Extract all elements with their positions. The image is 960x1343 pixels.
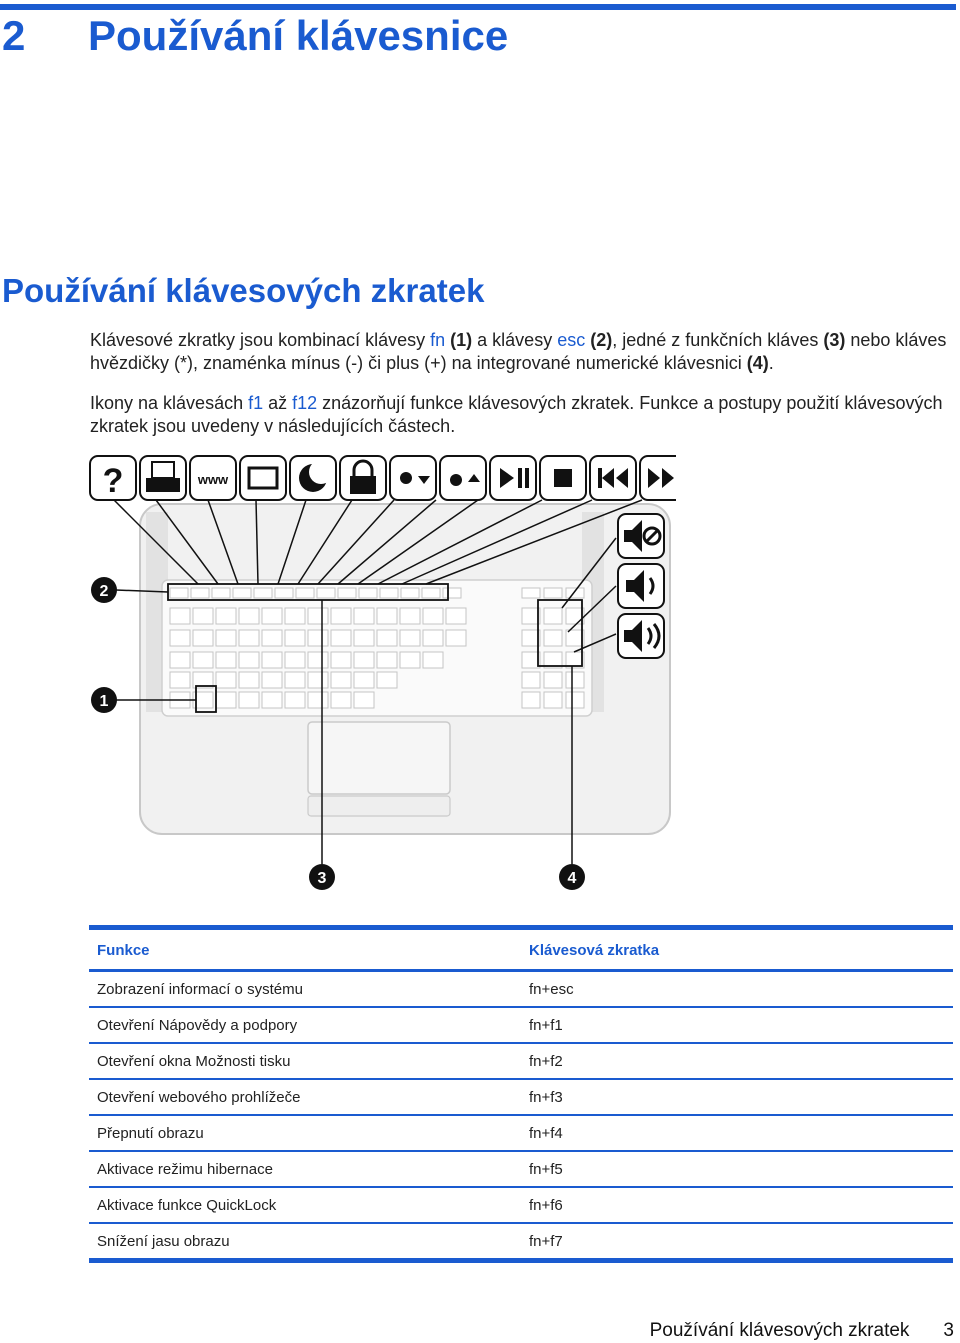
page-footer	[650, 1320, 954, 1342]
keyboard-key	[285, 630, 305, 646]
keyboard-key	[193, 652, 213, 668]
text-run: , jedné z funkčních kláves	[612, 330, 824, 350]
callout-ref-1: (1)	[445, 330, 473, 350]
chapter-title: Používání klávesnice	[88, 12, 509, 59]
keyboard-key	[193, 608, 213, 624]
shortcut-cell: fn+f7	[521, 1223, 953, 1261]
table-row	[89, 1007, 953, 1043]
keyboard-key	[239, 608, 259, 624]
keyboard-key	[216, 652, 236, 668]
shortcut-cell: fn+f4	[521, 1115, 953, 1151]
callout-1	[91, 687, 117, 713]
numpad-key	[544, 608, 562, 624]
text-run: až	[263, 393, 293, 413]
table-row	[89, 1043, 953, 1079]
shortcut-cell: fn+f1	[521, 1007, 953, 1043]
callout-ref-4: (4)	[746, 353, 769, 373]
numpad-key	[544, 672, 562, 688]
col-header-shortcut: Klávesová zkratka	[521, 928, 953, 971]
mute-icon	[618, 514, 664, 558]
text-run: Klávesové zkratky jsou kombinací klávesy	[90, 330, 431, 350]
text-run: nebo kláves hvězdičky (*), znaménka mínus (-) či plus (+) na integrované numerické klávesnici	[90, 330, 947, 373]
numpad-key	[544, 692, 562, 708]
keyboard-key	[331, 652, 351, 668]
keyboard-key	[212, 588, 230, 598]
svg-text:2: 2	[99, 583, 109, 600]
callout-2	[91, 577, 117, 603]
chapter-number: 2	[2, 12, 26, 59]
print-icon	[140, 456, 186, 500]
keyboard-key	[193, 630, 213, 646]
numpad-key	[522, 692, 540, 708]
function-cell: Otevření okna Možnosti tisku	[89, 1043, 521, 1079]
keyboard-key	[275, 588, 293, 598]
svg-text:3: 3	[317, 870, 327, 887]
keyboard-key	[170, 630, 190, 646]
keyboard-key	[262, 692, 282, 708]
hibernate-moon-icon	[290, 456, 336, 500]
keyboard-figure	[86, 452, 676, 900]
keyboard-key	[377, 672, 397, 688]
keyboard-key	[354, 652, 374, 668]
table-row	[89, 1079, 953, 1115]
function-cell: Otevření Nápovědy a podpory	[89, 1007, 521, 1043]
footer-section-title: Používání klávesových zkratek	[649, 1320, 910, 1341]
text-run: .	[768, 353, 774, 373]
keyboard-key	[422, 588, 440, 598]
keyboard-key	[331, 672, 351, 688]
keyboard-key	[216, 630, 236, 646]
volume-icons	[618, 514, 664, 658]
shortcut-cell: fn+f5	[521, 1151, 953, 1187]
table-header-row	[89, 928, 953, 971]
keyboard-key	[400, 652, 420, 668]
volume-up-icon	[618, 614, 664, 658]
keyboard-key	[423, 608, 443, 624]
help-icon	[90, 456, 136, 500]
keyboard-key	[446, 630, 466, 646]
keyboard-key	[254, 588, 272, 598]
f12-key-ref: f12	[292, 393, 318, 413]
f1-key-ref: f1	[248, 393, 264, 413]
shortcut-cell: fn+esc	[521, 971, 953, 1008]
callout-4	[559, 864, 585, 890]
function-cell: Otevření webového prohlížeče	[89, 1079, 521, 1115]
www-icon	[190, 456, 236, 500]
keyboard-key	[262, 652, 282, 668]
keyboard-key	[262, 630, 282, 646]
numpad-key	[566, 672, 584, 688]
shortcut-cell: fn+f6	[521, 1187, 953, 1223]
keyboard-key	[354, 630, 374, 646]
keyboard-key	[285, 692, 305, 708]
svg-text:4: 4	[567, 870, 577, 887]
keyboard-key	[443, 588, 461, 598]
play-pause-icon	[490, 456, 536, 500]
keyboard-key	[354, 672, 374, 688]
keyboard-key	[216, 672, 236, 688]
shortcut-cell: fn+f3	[521, 1079, 953, 1115]
keyboard-key	[285, 652, 305, 668]
keyboard-key	[331, 630, 351, 646]
stop-icon	[540, 456, 586, 500]
numpad-key	[522, 672, 540, 688]
numpad-key	[544, 630, 562, 646]
text-run: znázorňují funkce klávesových zkratek. Funkce a postupy použití klávesových zkratek jsou uvedeny v následujících částech.	[90, 393, 943, 436]
svg-text:?: ?	[102, 462, 124, 500]
keyboard-key	[308, 672, 328, 688]
keyboard-key	[331, 692, 351, 708]
keyboard-key	[308, 652, 328, 668]
keyboard-key	[338, 588, 356, 598]
function-cell: Aktivace režimu hibernace	[89, 1151, 521, 1187]
touchpad	[308, 722, 450, 794]
numpad-key	[566, 692, 584, 708]
keyboard-key	[216, 692, 236, 708]
function-cell: Přepnutí obrazu	[89, 1115, 521, 1151]
keyboard-key	[308, 692, 328, 708]
keyboard-key	[354, 608, 374, 624]
keyboard-key	[317, 588, 335, 598]
chapter-heading	[2, 12, 508, 60]
page-number: 3	[943, 1320, 954, 1341]
keyboard-key	[170, 588, 188, 598]
keyboard-key	[380, 588, 398, 598]
keyboard-key	[331, 608, 351, 624]
keyboard-key	[377, 652, 397, 668]
keyboard-key	[262, 608, 282, 624]
keyboard-key	[239, 652, 259, 668]
display-switch-icon	[240, 456, 286, 500]
keyboard-key	[170, 672, 190, 688]
keyboard-key	[216, 608, 236, 624]
keyboard-key	[285, 672, 305, 688]
keyboard-key	[354, 692, 374, 708]
table-row	[89, 1115, 953, 1151]
keyboard-key	[262, 672, 282, 688]
keyboard-key	[308, 608, 328, 624]
keyboard-key	[377, 630, 397, 646]
keyboard-key	[296, 588, 314, 598]
keyboard-key	[285, 608, 305, 624]
previous-track-icon	[590, 456, 636, 500]
table-row	[89, 1151, 953, 1187]
keyboard-key	[401, 588, 419, 598]
text-run: Ikony na klávesách	[90, 393, 249, 413]
function-cell: Snížení jasu obrazu	[89, 1223, 521, 1261]
numpad-key	[522, 588, 540, 598]
keyboard-key	[239, 672, 259, 688]
keyboard-key	[423, 652, 443, 668]
lock-icon	[340, 456, 386, 500]
keyboard-key	[377, 608, 397, 624]
callout-ref-2: (2)	[585, 330, 613, 350]
fn-key-ref: fn	[430, 330, 446, 350]
keyboard-key	[359, 588, 377, 598]
icons-paragraph	[90, 392, 955, 438]
keyboard-key	[423, 630, 443, 646]
keyboard-key	[191, 588, 209, 598]
function-cell: Aktivace funkce QuickLock	[89, 1187, 521, 1223]
touchpad-buttons	[308, 796, 450, 816]
shortcut-cell: fn+f2	[521, 1043, 953, 1079]
esc-key-ref: esc	[557, 330, 586, 350]
table-row	[89, 1187, 953, 1223]
keyboard-key	[239, 692, 259, 708]
svg-text:1: 1	[99, 693, 109, 710]
keyboard-key	[400, 608, 420, 624]
callout-ref-3: (3)	[823, 330, 846, 350]
section-heading: Používání klávesových zkratek	[2, 272, 485, 309]
keyboard-key	[400, 630, 420, 646]
volume-down-icon	[618, 564, 664, 608]
brightness-up-icon	[440, 456, 486, 500]
brightness-down-icon	[390, 456, 436, 500]
col-header-function: Funkce	[89, 928, 521, 971]
keyboard-key	[239, 630, 259, 646]
numpad-key	[566, 588, 584, 598]
next-track-icon	[640, 456, 676, 500]
keyboard-key	[446, 608, 466, 624]
table-row	[89, 1223, 953, 1261]
table-row	[89, 971, 953, 1008]
text-run: a klávesy	[472, 330, 558, 350]
keyboard-key	[170, 608, 190, 624]
keyboard-key	[170, 652, 190, 668]
numpad-key	[544, 588, 562, 598]
keyboard-key	[308, 630, 328, 646]
intro-paragraph	[90, 329, 955, 375]
shortcut-table	[89, 925, 953, 1263]
keyboard-key	[233, 588, 251, 598]
svg-text:www: www	[197, 472, 229, 487]
function-icons	[90, 456, 676, 500]
chapter-top-rule	[0, 4, 956, 10]
function-cell: Zobrazení informací o systému	[89, 971, 521, 1008]
callout-3	[309, 864, 335, 890]
